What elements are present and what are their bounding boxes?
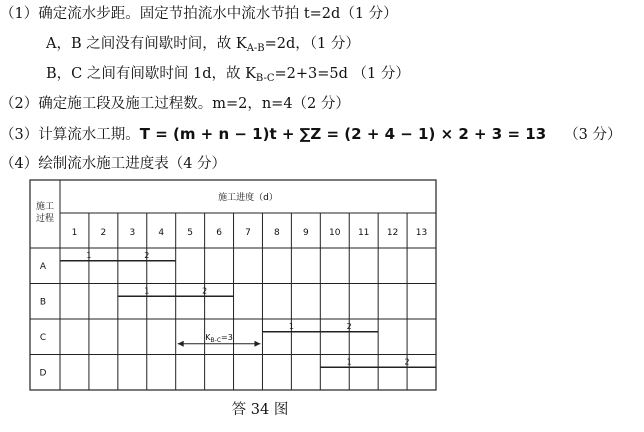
day-label: 2: [100, 228, 107, 238]
bar-label: 2: [404, 357, 410, 367]
day-label: 11: [357, 228, 370, 238]
bar-label: 1: [144, 286, 150, 296]
day-label: 7: [245, 228, 251, 238]
day-label: 9: [302, 228, 309, 238]
bar-label: 2: [346, 321, 352, 331]
ab-text: A，B 之间没有间歇时间，故 K: [46, 36, 247, 52]
figure-caption: 答 34 图: [231, 402, 289, 418]
ab-subscript: A-B: [246, 43, 265, 54]
process-label: C: [39, 332, 47, 343]
step-4-line: （4）绘制流水施工进度表（4 分）: [0, 156, 227, 172]
step-1-line: （1）确定流水步距。固定节拍流水中流水节拍 t=2d（1 分）: [0, 6, 398, 22]
day-label: 12: [386, 228, 399, 238]
bar-label: 2: [144, 250, 150, 260]
corner-label: 施工: [35, 202, 55, 212]
bar-label: 2: [202, 286, 208, 296]
gap-label-value: =3: [221, 332, 233, 342]
process-label: B: [39, 297, 47, 308]
step-3-score: （3 分）: [564, 127, 622, 143]
gap-arrow-label: [205, 333, 233, 344]
gap-label-sub: B-C: [210, 336, 222, 344]
bar-label: 1: [86, 250, 92, 260]
gap-label-k: K: [205, 332, 211, 342]
day-label: 8: [274, 228, 280, 238]
day-label: 4: [158, 228, 165, 238]
bc-subscript: B-C: [255, 73, 275, 84]
gap-arrow-head-left: [178, 341, 184, 347]
bar-label: 1: [346, 357, 352, 367]
gap-arrow-head-right: [254, 341, 260, 347]
step-3-text: （3）计算流水工期。: [0, 127, 140, 143]
schedule-header: 施工进度（d）: [218, 193, 278, 203]
day-label: 5: [187, 228, 194, 238]
bc-result: =2+3=5d （1 分）: [274, 66, 410, 82]
ab-result: =2d，（1 分）: [264, 36, 360, 52]
step-2-line: （2）确定施工段及施工过程数。m=2，n=4（2 分）: [0, 96, 350, 112]
process-label: A: [39, 261, 47, 272]
day-label: 1: [71, 228, 78, 238]
day-label: 13: [415, 228, 428, 238]
corner-label: 过程: [35, 214, 55, 224]
duration-formula: T = (m + n − 1)t + ∑Z = (2 + 4 − 1) × 2 + 3 = 13: [139, 125, 547, 143]
bc-text: B，C 之间有间歇时间 1d，故 K: [46, 66, 256, 82]
day-label: 10: [329, 228, 341, 238]
day-label: 3: [129, 228, 136, 238]
process-label: D: [39, 368, 47, 379]
day-label: 6: [216, 228, 222, 238]
bar-label: 1: [288, 321, 294, 331]
table-border: [30, 180, 436, 390]
